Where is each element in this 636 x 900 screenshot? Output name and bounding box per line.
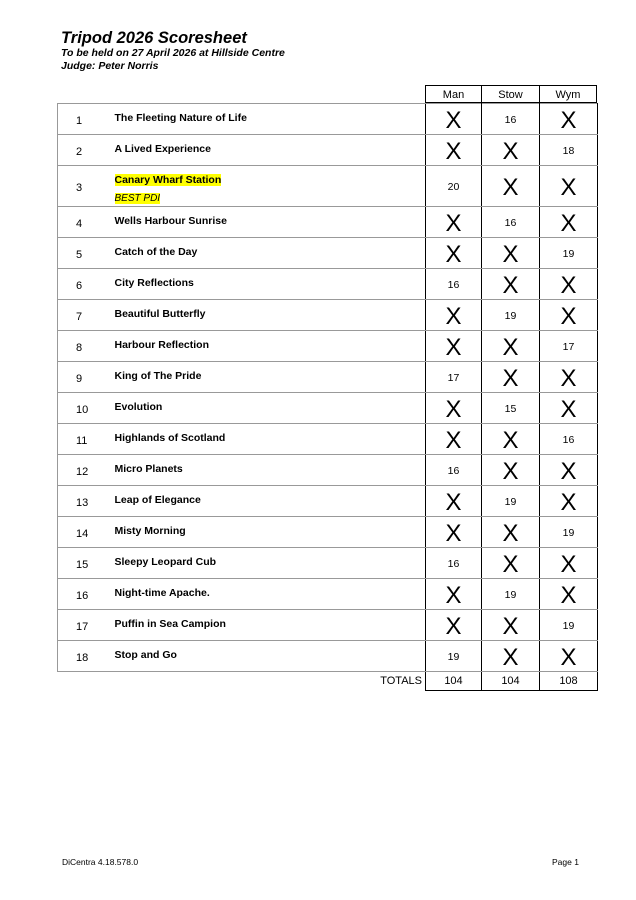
- not-scored-mark: X: [560, 644, 577, 671]
- not-scored-mark: X: [502, 644, 519, 671]
- entry-number: 2: [58, 135, 114, 166]
- score-cell-stow: [482, 166, 540, 207]
- score-cell-man: [426, 548, 482, 579]
- score-cell-man: [426, 362, 482, 393]
- entry-title-cell: [114, 331, 426, 362]
- score-cell-wym: [540, 548, 598, 579]
- score-cell-man: [426, 300, 482, 331]
- not-scored-mark: X: [560, 396, 577, 423]
- table-row: [58, 424, 598, 455]
- not-scored-mark: X: [560, 551, 577, 578]
- table-row: [58, 269, 598, 300]
- entry-title-cell: [114, 269, 426, 300]
- score-cell-man: [426, 166, 482, 207]
- score-value: 19: [562, 620, 575, 632]
- not-scored-mark: X: [560, 489, 577, 516]
- not-scored-mark: X: [502, 272, 519, 299]
- entry-number: 6: [58, 269, 114, 300]
- entry-number: 16: [58, 579, 114, 610]
- table-row: [58, 548, 598, 579]
- score-cell-wym: [540, 269, 598, 300]
- entry-number: 13: [58, 486, 114, 517]
- header: [61, 29, 285, 73]
- entry-title: A Lived Experience: [114, 143, 211, 155]
- not-scored-mark: X: [445, 520, 462, 547]
- score-value: 19: [562, 248, 575, 260]
- not-scored-mark: X: [560, 107, 577, 134]
- score-cell-wym: [540, 362, 598, 393]
- score-value: 16: [562, 434, 575, 446]
- score-value: 19: [504, 589, 517, 601]
- total-man: 104: [426, 672, 482, 691]
- totals-spacer: [58, 672, 114, 691]
- not-scored-mark: X: [445, 334, 462, 361]
- score-value: 16: [447, 558, 460, 570]
- entry-number: 4: [58, 207, 114, 238]
- entry-title: Misty Morning: [114, 525, 186, 537]
- score-cell-man: [426, 486, 482, 517]
- not-scored-mark: X: [445, 241, 462, 268]
- score-cell-man: [426, 269, 482, 300]
- score-cell-stow: [482, 269, 540, 300]
- not-scored-mark: X: [560, 210, 577, 237]
- score-cell-stow: [482, 517, 540, 548]
- not-scored-mark: X: [560, 272, 577, 299]
- entry-number: 14: [58, 517, 114, 548]
- score-cell-man: [426, 393, 482, 424]
- not-scored-mark: X: [560, 365, 577, 392]
- score-value: 19: [504, 496, 517, 508]
- entry-title-cell: [114, 362, 426, 393]
- score-value: 17: [562, 341, 575, 353]
- not-scored-mark: X: [445, 303, 462, 330]
- score-cell-stow: [482, 300, 540, 331]
- totals-label: TOTALS: [114, 672, 426, 691]
- score-cell-man: [426, 424, 482, 455]
- entry-title: Catch of the Day: [114, 246, 198, 258]
- score-cell-wym: [540, 424, 598, 455]
- table-row: [58, 207, 598, 238]
- score-cell-stow: [482, 393, 540, 424]
- table-row: [58, 393, 598, 424]
- table-row: [58, 238, 598, 269]
- score-value: 19: [562, 527, 575, 539]
- score-cell-wym: [540, 300, 598, 331]
- entry-number: 17: [58, 610, 114, 641]
- entry-title-cell: [114, 166, 426, 207]
- table-row: [58, 135, 598, 166]
- score-cell-wym: [540, 579, 598, 610]
- entry-title-cell: [114, 548, 426, 579]
- judge-name: Judge: Peter Norris: [61, 60, 159, 72]
- table-row: [58, 517, 598, 548]
- not-scored-mark: X: [445, 582, 462, 609]
- score-value: 16: [504, 217, 517, 229]
- score-cell-wym: [540, 166, 598, 207]
- score-cell-stow: [482, 331, 540, 362]
- not-scored-mark: X: [502, 174, 519, 201]
- score-cell-man: [426, 104, 482, 135]
- score-cell-man: [426, 238, 482, 269]
- entry-title-cell: [114, 300, 426, 331]
- score-cell-man: [426, 207, 482, 238]
- score-cell-wym: [540, 331, 598, 362]
- column-header-wym: Wym: [539, 85, 597, 103]
- column-header-man: Man: [425, 85, 482, 103]
- score-value: 19: [447, 651, 460, 663]
- not-scored-mark: X: [445, 489, 462, 516]
- score-cell-stow: [482, 455, 540, 486]
- score-cell-wym: [540, 641, 598, 672]
- entry-title-cell: [114, 610, 426, 641]
- not-scored-mark: X: [445, 107, 462, 134]
- entry-number: 1: [58, 104, 114, 135]
- not-scored-mark: X: [502, 334, 519, 361]
- score-cell-stow: [482, 641, 540, 672]
- not-scored-mark: X: [560, 458, 577, 485]
- entry-title: Wells Harbour Sunrise: [114, 215, 227, 227]
- score-cell-man: [426, 610, 482, 641]
- entry-title: Canary Wharf Station: [114, 174, 222, 186]
- table-row: [58, 362, 598, 393]
- not-scored-mark: X: [502, 458, 519, 485]
- score-cell-man: [426, 331, 482, 362]
- table-row: [58, 455, 598, 486]
- not-scored-mark: X: [502, 241, 519, 268]
- entry-title: Leap of Elegance: [114, 494, 201, 506]
- page-number: Page 1: [552, 857, 579, 867]
- not-scored-mark: X: [445, 613, 462, 640]
- score-cell-wym: [540, 207, 598, 238]
- not-scored-mark: X: [502, 613, 519, 640]
- table-row: [58, 579, 598, 610]
- table-row: [58, 641, 598, 672]
- score-cell-wym: [540, 610, 598, 641]
- totals-row: [58, 672, 598, 691]
- score-cell-stow: [482, 238, 540, 269]
- entry-title: Harbour Reflection: [114, 339, 210, 351]
- entry-number: 3: [58, 166, 114, 207]
- score-cell-stow: [482, 610, 540, 641]
- not-scored-mark: X: [560, 582, 577, 609]
- score-table: [57, 103, 598, 691]
- entry-title-cell: [114, 579, 426, 610]
- not-scored-mark: X: [445, 210, 462, 237]
- score-cell-wym: [540, 238, 598, 269]
- score-value: 19: [504, 310, 517, 322]
- score-cell-wym: [540, 393, 598, 424]
- score-value: 16: [504, 114, 517, 126]
- entry-title-cell: [114, 393, 426, 424]
- entry-number: 11: [58, 424, 114, 455]
- not-scored-mark: X: [445, 138, 462, 165]
- score-value: 15: [504, 403, 517, 415]
- score-cell-stow: [482, 579, 540, 610]
- score-cell-wym: [540, 135, 598, 166]
- total-wym: 108: [540, 672, 598, 691]
- score-cell-man: [426, 517, 482, 548]
- score-cell-stow: [482, 548, 540, 579]
- not-scored-mark: X: [502, 520, 519, 547]
- entry-title: City Reflections: [114, 277, 194, 289]
- entry-title-cell: [114, 207, 426, 238]
- entry-title-cell: [114, 104, 426, 135]
- entry-title-cell: [114, 424, 426, 455]
- score-cell-wym: [540, 517, 598, 548]
- entry-title: Beautiful Butterfly: [114, 308, 206, 320]
- entry-title: The Fleeting Nature of Life: [114, 112, 247, 124]
- entry-title-cell: [114, 641, 426, 672]
- score-cell-man: [426, 641, 482, 672]
- entry-title: Puffin in Sea Campion: [114, 618, 226, 630]
- score-cell-stow: [482, 104, 540, 135]
- score-cell-wym: [540, 104, 598, 135]
- not-scored-mark: X: [502, 551, 519, 578]
- entry-title: Night-time Apache.: [114, 587, 210, 599]
- score-cell-wym: [540, 455, 598, 486]
- score-value: 18: [562, 145, 575, 157]
- score-cell-stow: [482, 362, 540, 393]
- score-cell-stow: [482, 207, 540, 238]
- not-scored-mark: X: [445, 396, 462, 423]
- entry-title: Evolution: [114, 401, 163, 413]
- table-row: [58, 331, 598, 362]
- score-value: 16: [447, 279, 460, 291]
- entry-number: 9: [58, 362, 114, 393]
- entry-title-cell: [114, 455, 426, 486]
- entry-number: 15: [58, 548, 114, 579]
- entry-title: Stop and Go: [114, 649, 177, 661]
- entry-title-cell: [114, 135, 426, 166]
- score-value: 16: [447, 465, 460, 477]
- table-row: [58, 104, 598, 135]
- entry-title-cell: [114, 238, 426, 269]
- page-title: Tripod 2026 Scoresheet: [61, 29, 247, 47]
- not-scored-mark: X: [445, 427, 462, 454]
- table-row: [58, 486, 598, 517]
- score-cell-stow: [482, 424, 540, 455]
- score-cell-stow: [482, 486, 540, 517]
- not-scored-mark: X: [502, 365, 519, 392]
- table-row: [58, 300, 598, 331]
- entry-title-cell: [114, 517, 426, 548]
- table-row: [58, 166, 598, 207]
- entry-title: Micro Planets: [114, 463, 183, 475]
- total-stow: 104: [482, 672, 540, 691]
- not-scored-mark: X: [502, 138, 519, 165]
- entry-number: 7: [58, 300, 114, 331]
- score-value: 20: [447, 181, 460, 193]
- column-header-stow: Stow: [481, 85, 540, 103]
- score-value: 17: [447, 372, 460, 384]
- entry-title-cell: [114, 486, 426, 517]
- entry-number: 8: [58, 331, 114, 362]
- not-scored-mark: X: [560, 303, 577, 330]
- score-cell-wym: [540, 486, 598, 517]
- entry-title: Sleepy Leopard Cub: [114, 556, 217, 568]
- entry-number: 5: [58, 238, 114, 269]
- entry-number: 18: [58, 641, 114, 672]
- software-version: DiCentra 4.18.578.0: [62, 857, 139, 867]
- score-cell-man: [426, 135, 482, 166]
- score-cell-man: [426, 455, 482, 486]
- entry-title: King of The Pride: [114, 370, 202, 382]
- score-cell-man: [426, 579, 482, 610]
- entry-number: 12: [58, 455, 114, 486]
- entry-title: Highlands of Scotland: [114, 432, 226, 444]
- award-label: BEST PDI: [114, 193, 161, 204]
- not-scored-mark: X: [502, 427, 519, 454]
- table-row: [58, 610, 598, 641]
- entry-number: 10: [58, 393, 114, 424]
- not-scored-mark: X: [560, 174, 577, 201]
- event-details: To be held on 27 April 2026 at Hillside Centre: [61, 47, 285, 59]
- score-cell-stow: [482, 135, 540, 166]
